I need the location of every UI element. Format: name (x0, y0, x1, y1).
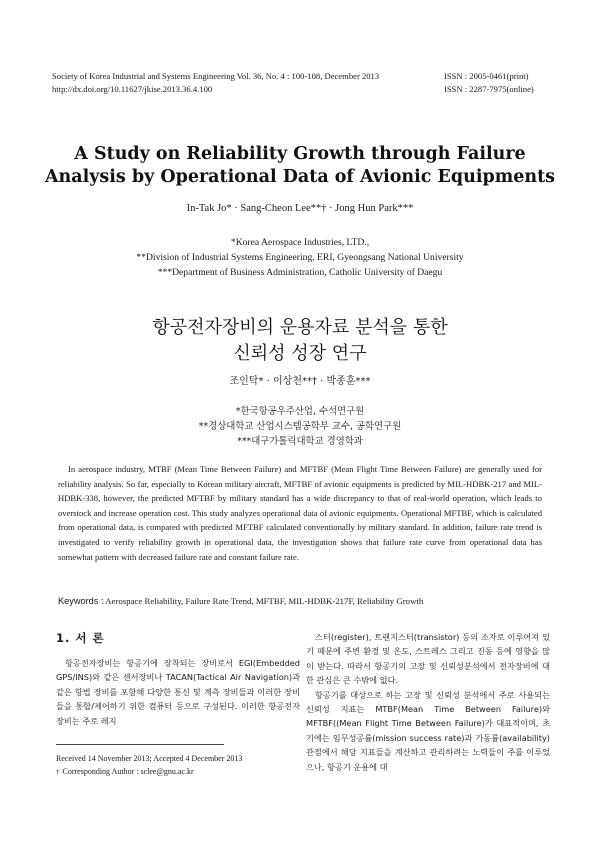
authors-english: In-Tak Jo* · Sang-Cheon Lee**† · Jong Hun Park*** (186, 203, 414, 214)
keywords (58, 596, 542, 606)
journal-citation: Society of Korea Industrial and Systems Engineering Vol. 36, No. 4 : 100-108, December 2013 (52, 71, 380, 81)
affiliation-english-3: ***Department of Business Administration, Catholic University of Daegu (157, 267, 443, 278)
paper-title-english: A Study on Reliability Growth through Failure Analysis by Operational Data of Avionic Equipments (44, 144, 556, 187)
body-paragraph: 항공전자장비는 항공기에 장착되는 장비로서 EGI(Embedded GPS/INS)와 같은 센서장비나 TACAN(Tactical Air Navigation)과 같은 항법 장비를 포함해 다양한 통신 및 계측 장비들과 이러한 장비들을 통합/제어하기 위한 컴퓨터 등으로 구성된다. 이러한 항공전자장비는 주로 레지 (56, 658, 300, 726)
corresponding-author: Corresponding Author : sclee@gnu.ac.kr (62, 767, 194, 776)
body-column-left (56, 630, 300, 728)
doi-link[interactable]: http://dx.doi.org/10.11627/jkise.2013.36.4.100 (52, 84, 213, 94)
affiliation-korean-2: **경상대학교 산업시스템공학부 교수, 공학연구원 (198, 421, 402, 432)
keywords-list: Aerospace Reliability, Failure Rate Trend, MFTBF, MIL-HDBK-217F, Reliability Growth (105, 596, 424, 606)
paper-title-korean-line1: 항공전자장비의 운용자료 분석을 통한 (152, 317, 448, 338)
doi-header-line (52, 83, 548, 95)
footnote-divider (56, 744, 224, 745)
paper-title-korean (0, 315, 600, 367)
issn-online: ISSN : 2287-7975(online) (444, 84, 534, 94)
dagger-mark: † (56, 768, 60, 776)
journal-header-line (52, 70, 548, 82)
footnote-corresponding (56, 766, 194, 778)
authors-korean: 조인탁* · 이상천**† · 박종훈*** (229, 376, 371, 387)
affiliation-english-2: **Division of Industrial Systems Engineering, ERI, Gyeongsang National University (136, 252, 464, 263)
body-paragraph: 스터(register), 트랜지스터(transistor) 등의 소자로 이루어져 있기 때문에 주변 환경 및 온도, 스트레스 그리고 진동 등에 영향을 많이 받는다. 따라서 항공기의 고장 및 신뢰성분석에서 전자장비에 대한 관심은 큰 수밖에 없다. (306, 632, 550, 686)
affiliation-korean-3: ***대구가톨릭대학교 경영학과 (237, 436, 363, 447)
keywords-label: Keywords : (58, 596, 104, 606)
issn-print: ISSN : 2005-0461(print) (444, 71, 529, 81)
paper-title-korean-line2: 신뢰성 성장 연구 (233, 343, 367, 364)
abstract-text: In aerospace industry, MTBF (Mean Time Between Failure) and MFTBF (Mean Flight Time Between Failure) are generally used for reliability analysis. So far, especially to Korean military aircraft, MFTBF of avionic equipments is predicted by MIL-HDBK-217 and MIL-HDBK-338, however, the predicted MFTBF by military standard has a wide discrepancy to that of real-world operation, which leads to overstock and increase operation cost. This study analyzes operational data of avionic equipments. Operational MFTBF, which is calculated from operational data, is compared with predicted MFTBF calculated conventionally by military standard. In addition, failure rate trend is investigated to verify reliability growth in operational data, the investigation shows that failure rate curve from operational data has somewhat pattern with decreased failure rate and constant failure rate. (58, 464, 542, 562)
affiliation-english-1: *Korea Aerospace Industries, LTD., (230, 237, 370, 248)
abstract (58, 462, 542, 564)
affiliation-korean-1: *한국항공우주산업, 수석연구원 (235, 406, 365, 417)
body-paragraph: 항공기를 대상으로 하는 고장 및 신뢰성 분석에서 주로 사용되는 신뢰성 지표는 MTBF(Mean Time Between Failure)와 MFTBF((Mean Flight Time Between Failure)가 대표적이며, 초기에는 임무성공률(mission success rate)과 가동률(availability) 관점에서 해당 지표들을 계산하고 관리하려는 노력들이 주를 이루었으나, 항공기 운용에 대 (306, 689, 550, 772)
section-heading-introduction: 1. 서 론 (56, 631, 105, 645)
footnote-received: Received 14 November 2013; Accepted 4 December 2013 (56, 754, 243, 763)
body-column-right (306, 630, 550, 774)
